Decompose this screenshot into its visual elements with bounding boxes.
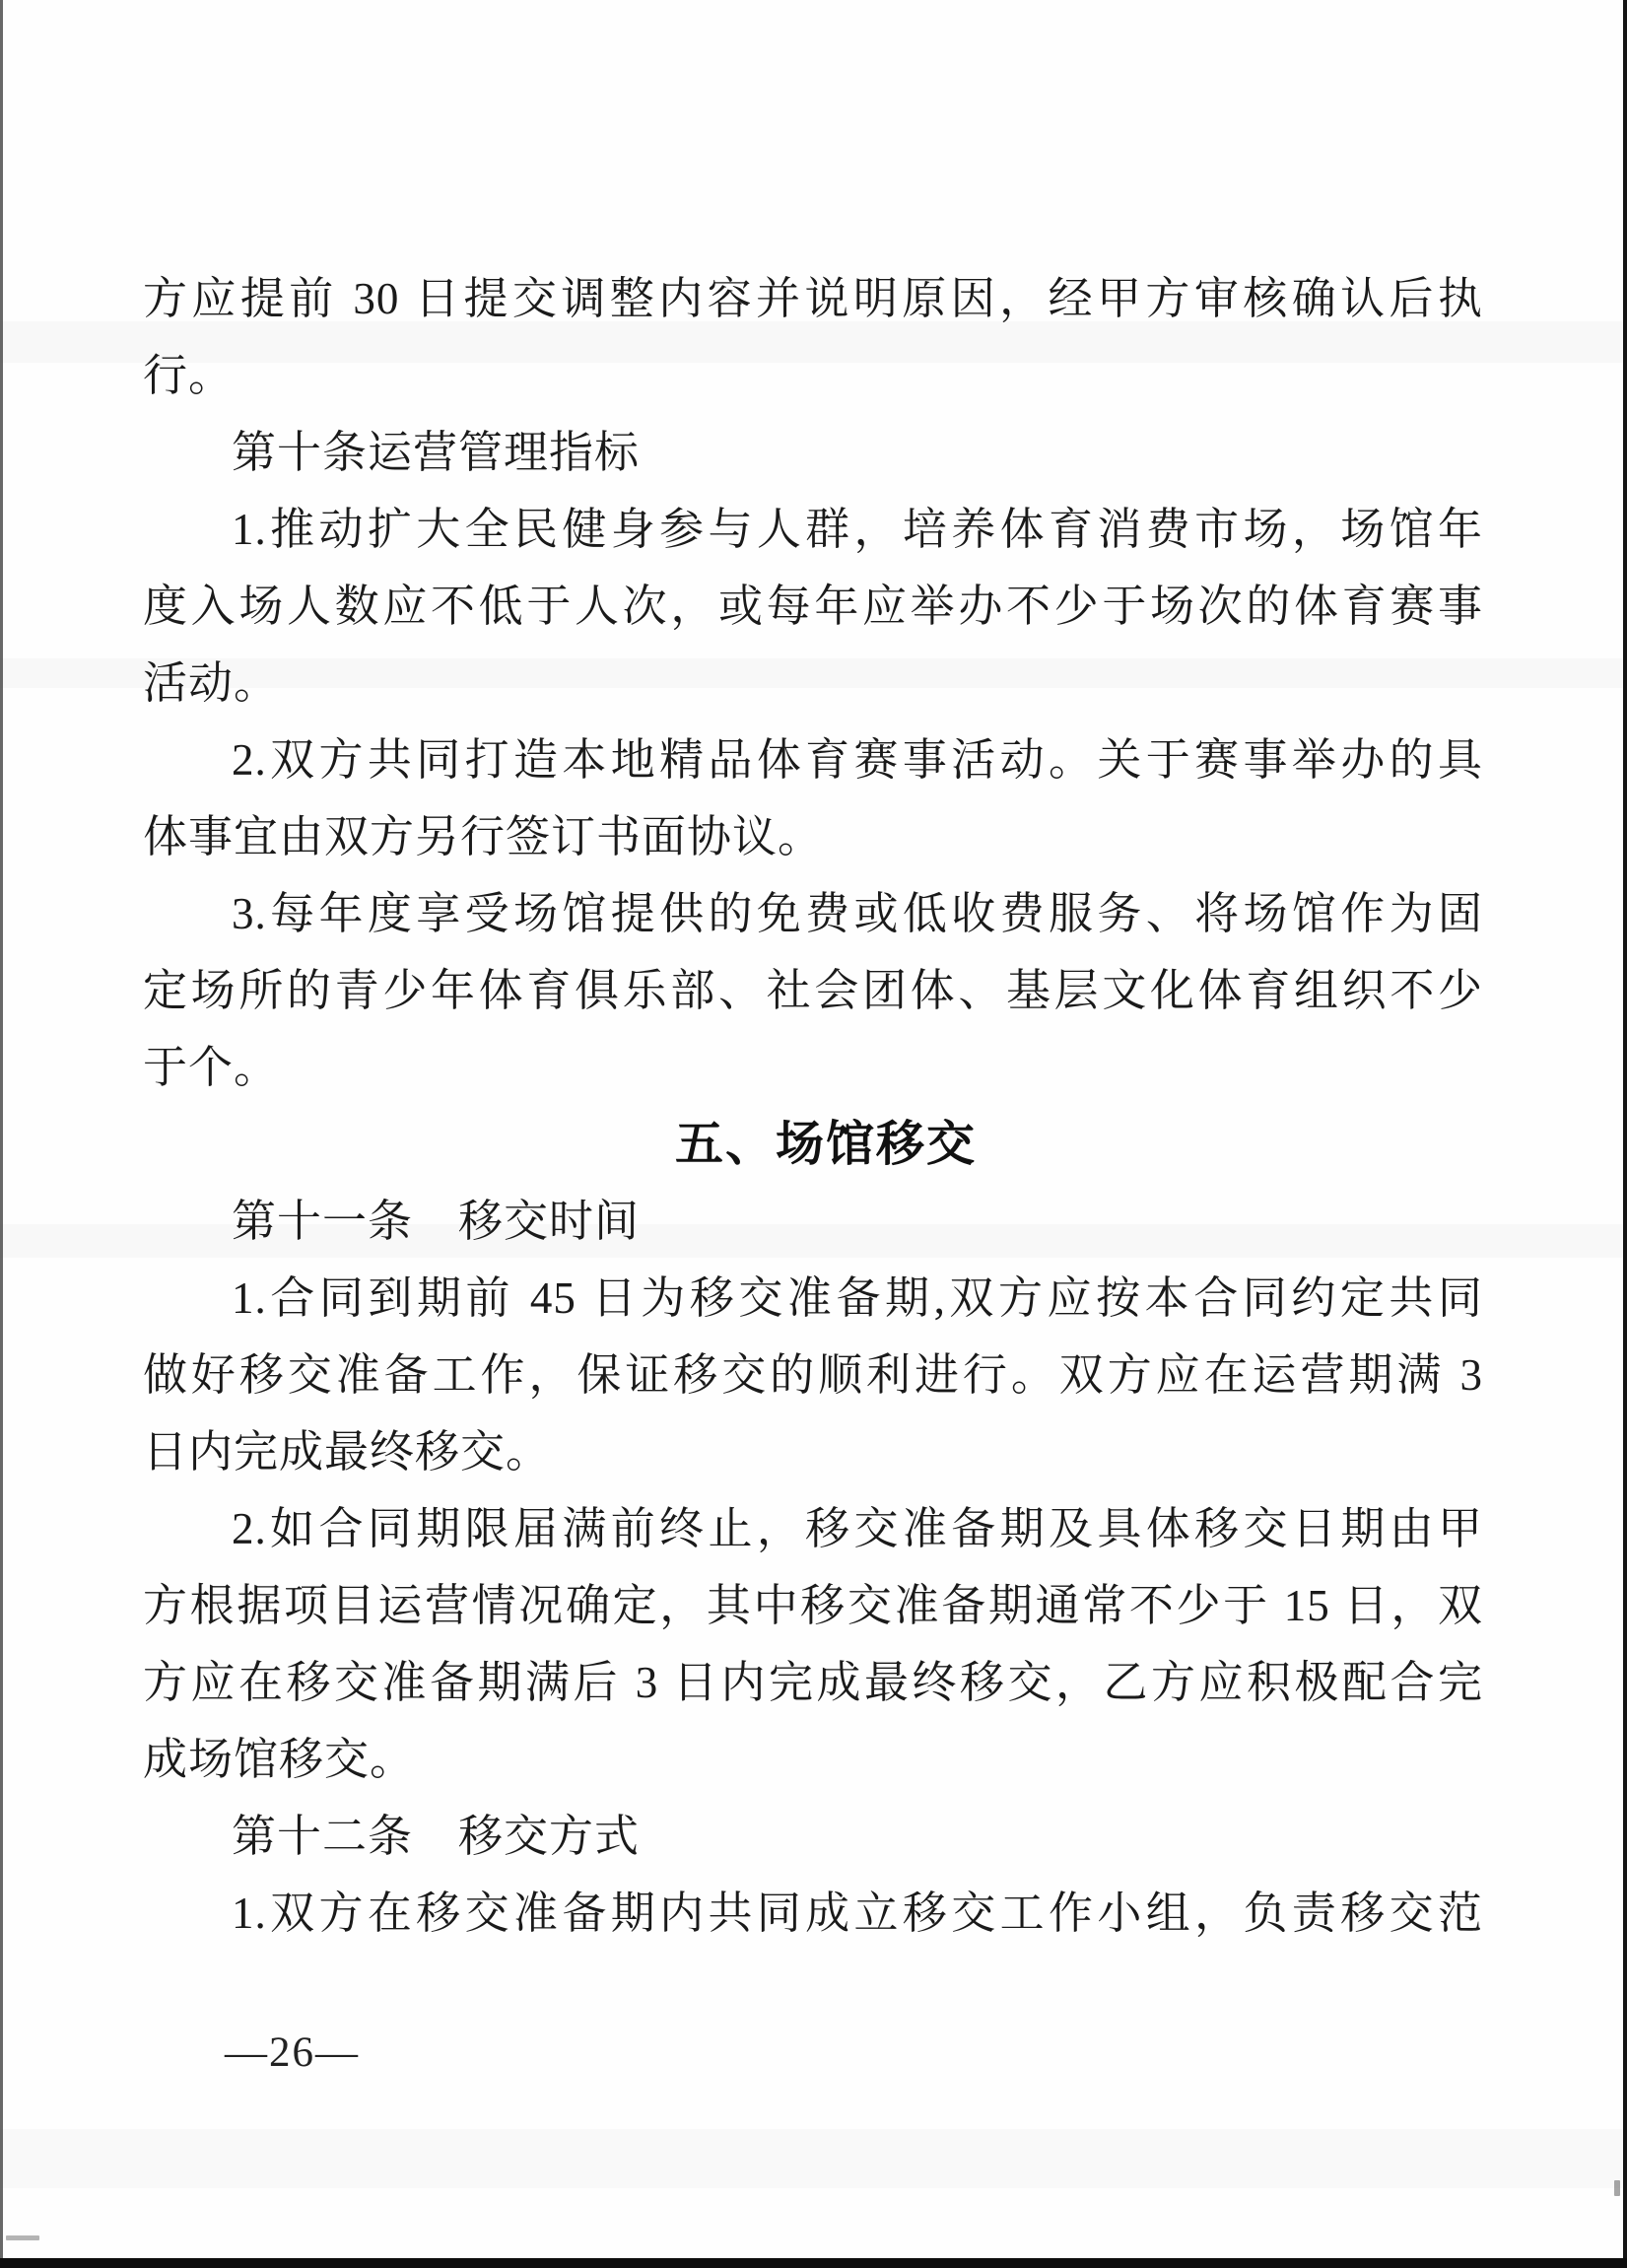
- text-line: 做好移交准备工作，保证移交的顺利进行。双方应在运营期满 3: [143, 1350, 1483, 1400]
- text-line: 1.双方在移交准备期内共同成立移交工作小组，负责移交范: [232, 1889, 1483, 1938]
- document-body: [143, 260, 1483, 1952]
- text-line: 方应提前 30 日提交调整内容并说明原因，经甲方审核确认后执: [143, 274, 1483, 323]
- clause-title-line: 第十条运营管理指标: [232, 428, 641, 477]
- scan-edge-bottom: [0, 2258, 1627, 2268]
- text-line: 方应在移交准备期满后 3 日内完成最终移交，乙方应积极配合完: [143, 1658, 1483, 1707]
- text-line: 度入场人数应不低于人次，或每年应举办不少于场次的体育赛事: [143, 582, 1483, 631]
- text-line: 行。: [143, 351, 235, 400]
- clause-title-line: 第十一条 移交时间: [232, 1197, 641, 1246]
- text-line: 1.合同到期前 45 日为移交准备期,双方应按本合同约定共同: [232, 1273, 1483, 1323]
- text-line: 2.如合同期限届满前终止，移交准备期及具体移交日期由甲: [232, 1504, 1483, 1553]
- text-line: 2.双方共同打造本地精品体育赛事活动。关于赛事举办的具: [232, 735, 1483, 785]
- scan-edge-left: [0, 0, 3, 2268]
- scan-speck: [6, 2235, 39, 2240]
- text-line: 3.每年度享受场馆提供的免费或低收费服务、将场馆作为固: [232, 889, 1483, 938]
- page-number: —26—: [225, 2029, 360, 2076]
- scan-artifact-band: [0, 2129, 1627, 2188]
- text-line: 日内完成最终移交。: [143, 1427, 552, 1477]
- scan-speck: [1614, 2180, 1620, 2196]
- scan-edge-right: [1623, 0, 1627, 2268]
- text-line: 体事宜由双方另行签订书面协议。: [143, 812, 824, 861]
- clause-title-line: 第十二条 移交方式: [232, 1812, 641, 1861]
- text-line: 定场所的青少年体育俱乐部、社会团体、基层文化体育组织不少: [143, 966, 1483, 1015]
- text-line: 成场馆移交。: [143, 1735, 416, 1784]
- text-line: 于个。: [143, 1043, 280, 1092]
- text-line: 方根据项目运营情况确定，其中移交准备期通常不少于 15 日，双: [143, 1581, 1483, 1630]
- text-line: 活动。: [143, 658, 280, 708]
- section-heading: 五、场馆移交: [674, 1118, 977, 1171]
- text-line: 1.推动扩大全民健身参与人群，培养体育消费市场，场馆年: [232, 505, 1483, 554]
